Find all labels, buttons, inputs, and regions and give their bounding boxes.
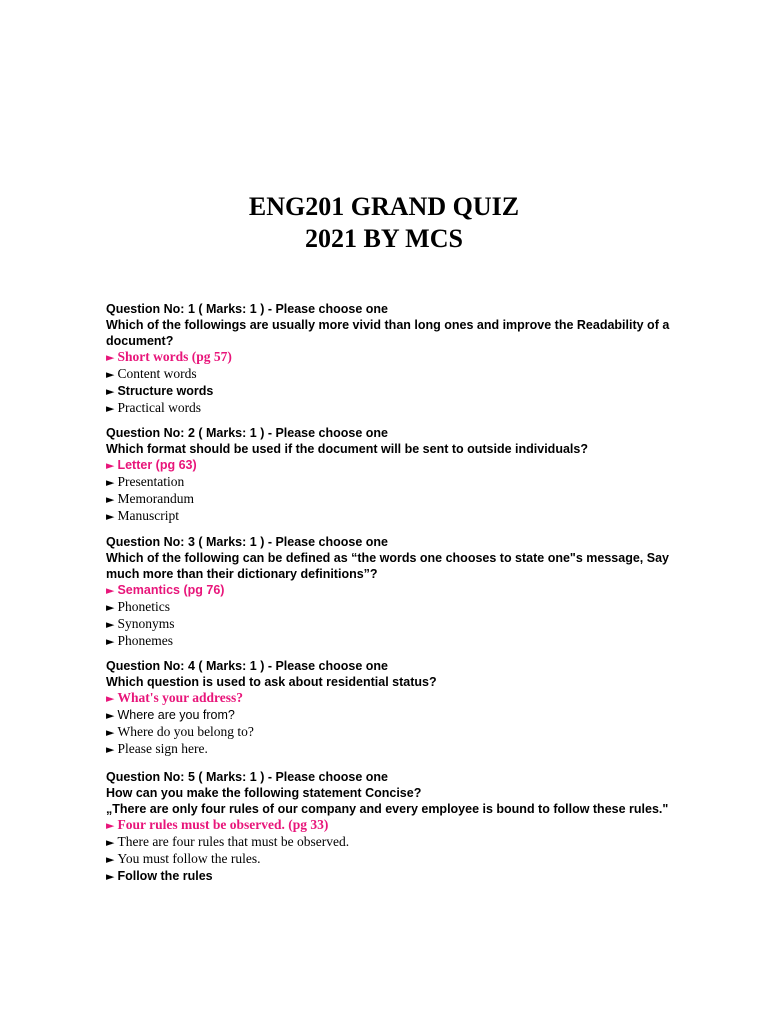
- arrow-icon: ►: [106, 459, 115, 472]
- quiz-subtitle: 2021 BY MCS: [305, 224, 463, 253]
- answer-option: [106, 508, 686, 525]
- answer-option-correct: [106, 817, 686, 834]
- option-label: What's your address?: [117, 690, 243, 705]
- answer-option: [106, 724, 686, 741]
- question-statement: „There are only four rules of our company and every employee is bound to follow these rules.": [106, 802, 669, 816]
- question-text: Which question is used to ask about residential status?: [106, 675, 437, 689]
- answer-option: [106, 366, 686, 383]
- answer-option: [106, 633, 686, 650]
- question-1: [106, 301, 686, 417]
- question-header: Question No: 3 ( Marks: 1 ) - Please choose one: [106, 535, 389, 549]
- arrow-icon: ►: [106, 385, 115, 398]
- answer-option: [106, 616, 686, 633]
- option-label: Memorandum: [117, 491, 194, 506]
- option-label: Phonetics: [117, 599, 170, 614]
- option-label: Phonemes: [117, 633, 173, 648]
- arrow-icon: ►: [106, 726, 115, 739]
- option-label: You must follow the rules.: [117, 851, 261, 866]
- answer-option: [106, 868, 686, 885]
- arrow-icon: ►: [106, 584, 115, 597]
- arrow-icon: ►: [106, 493, 115, 506]
- arrow-icon: ►: [106, 368, 115, 381]
- question-text: How can you make the following statement Concise?: [106, 786, 422, 800]
- quiz-title: ENG201 GRAND QUIZ: [248, 192, 520, 221]
- arrow-icon: ►: [106, 819, 115, 832]
- arrow-icon: ►: [106, 476, 115, 489]
- answer-option-correct: [106, 457, 686, 474]
- option-label: Letter (pg 63): [117, 458, 197, 472]
- option-label: Content words: [117, 366, 197, 381]
- answer-option: [106, 707, 686, 724]
- answer-option: [106, 834, 686, 851]
- option-label: Practical words: [117, 400, 202, 415]
- arrow-icon: ►: [106, 635, 115, 648]
- option-label: Where are you from?: [117, 708, 235, 722]
- answer-option: [106, 851, 686, 868]
- answer-option-correct: [106, 690, 686, 707]
- answer-option-correct: [106, 349, 686, 366]
- answer-option: [106, 474, 686, 491]
- question-text: Which format should be used if the document will be sent to outside individuals?: [106, 442, 588, 456]
- option-label: Where do you belong to?: [117, 724, 254, 739]
- arrow-icon: ►: [106, 402, 115, 415]
- option-label: There are four rules that must be observed.: [117, 834, 350, 849]
- answer-option: [106, 741, 686, 758]
- option-label: Follow the rules: [117, 869, 213, 883]
- arrow-icon: ►: [106, 836, 115, 849]
- arrow-icon: ►: [106, 870, 115, 883]
- question-header: Question No: 4 ( Marks: 1 ) - Please choose one: [106, 659, 389, 673]
- arrow-icon: ►: [106, 351, 115, 364]
- question-header: Question No: 1 ( Marks: 1 ) - Please choose one: [106, 302, 389, 316]
- answer-option: [106, 599, 686, 616]
- option-label: Please sign here.: [117, 741, 208, 756]
- option-label: Four rules must be observed. (pg 33): [117, 817, 329, 832]
- question-2: [106, 425, 686, 525]
- answer-option-correct: [106, 582, 686, 599]
- answer-option: [106, 383, 686, 400]
- question-text: Which of the following can be defined as “the words one chooses to state one"s message, Say much more than their dictionary definitions”?: [106, 551, 669, 581]
- arrow-icon: ►: [106, 601, 115, 614]
- answer-option: [106, 400, 686, 417]
- question-header: Question No: 5 ( Marks: 1 ) - Please choose one: [106, 770, 389, 784]
- question-5: [106, 769, 686, 885]
- arrow-icon: ►: [106, 709, 115, 722]
- question-4: [106, 658, 686, 758]
- option-label: Presentation: [117, 474, 185, 489]
- option-label: Manuscript: [117, 508, 179, 523]
- question-header: Question No: 2 ( Marks: 1 ) - Please choose one: [106, 426, 389, 440]
- arrow-icon: ►: [106, 853, 115, 866]
- option-label: Structure words: [117, 384, 214, 398]
- option-label: Semantics (pg 76): [117, 583, 225, 597]
- answer-option: [106, 491, 686, 508]
- arrow-icon: ►: [106, 743, 115, 756]
- option-label: Synonyms: [117, 616, 175, 631]
- question-text: Which of the followings are usually more vivid than long ones and improve the Readability of a document?: [106, 318, 670, 348]
- arrow-icon: ►: [106, 692, 115, 705]
- arrow-icon: ►: [106, 510, 115, 523]
- arrow-icon: ►: [106, 618, 115, 631]
- option-label: Short words (pg 57): [117, 349, 232, 364]
- question-3: [106, 534, 686, 650]
